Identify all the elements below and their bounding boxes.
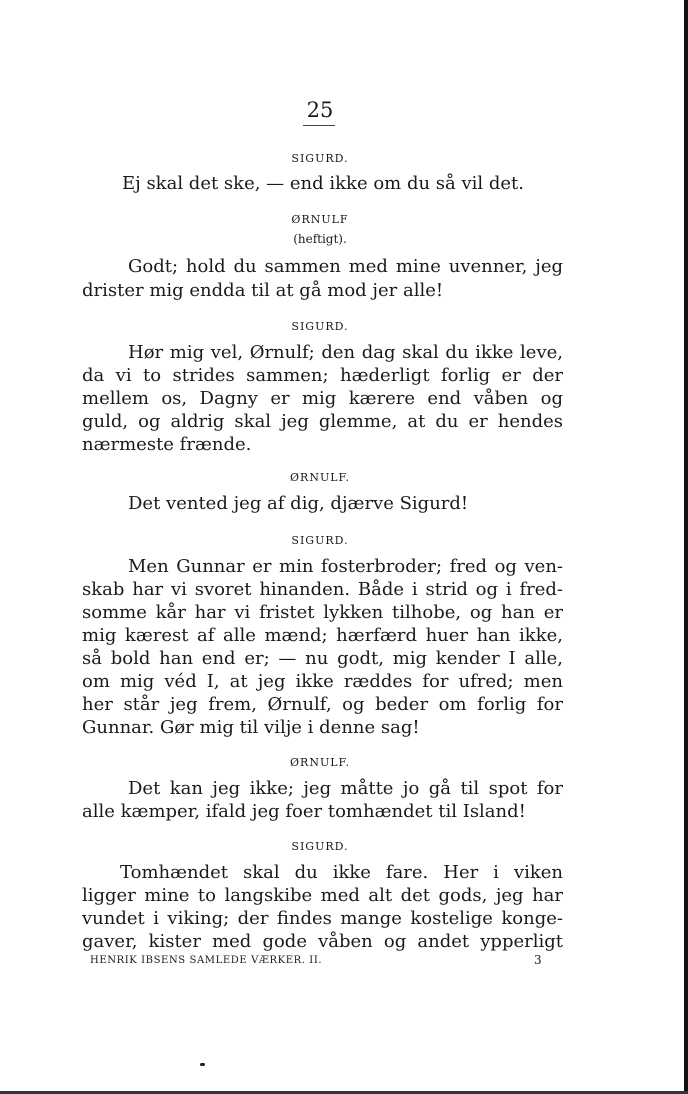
- page-edge-right: [684, 0, 688, 1094]
- dialogue-line: guld, og aldrig skal jeg glemme, at du er hendes: [82, 411, 563, 432]
- dialogue-line: Det kan jeg ikke; jeg måtte jo gå til spot for: [128, 778, 563, 799]
- dialogue-line: så bold han end er; — nu godt, mig kender I alle,: [82, 648, 563, 669]
- dialogue-line: nærmeste frænde.: [82, 434, 252, 455]
- dialogue-line: vundet i viking; der findes mange kostelige konge-: [82, 908, 563, 929]
- stage-direction: (heftigt).: [293, 232, 347, 246]
- dialogue-line: skab har vi svoret hinanden. Både i strid og i fred-: [82, 579, 563, 600]
- dialogue-line: Ej skal det ske, — end ikke om du så vil det.: [122, 173, 525, 194]
- dialogue-line: Tomhændet skal du ikke fare. Her i viken: [120, 862, 563, 883]
- dialogue-line: da vi to strides sammen; hæderligt forlig er der: [82, 365, 563, 386]
- ink-speck: [200, 1063, 205, 1066]
- dialogue-line: drister mig endda til at gå mod jer alle!: [82, 280, 444, 301]
- dialogue-line: Det vented jeg af dig, djærve Sigurd!: [128, 493, 469, 514]
- speaker-heading: SIGURD.: [291, 840, 349, 853]
- dialogue-line: Hør mig vel, Ørnulf; den dag skal du ikke leve,: [128, 342, 563, 363]
- signature-mark: 3: [534, 953, 542, 967]
- dialogue-line: mellem os, Dagny er mig kærere end våben og: [82, 388, 563, 409]
- dialogue-line: gaver, kister med gode våben og andet ypperligt: [82, 931, 563, 952]
- footer-title: HENRIK IBSENS SAMLEDE VÆRKER. II.: [90, 955, 323, 966]
- speaker-heading: ØRNULF: [291, 213, 349, 226]
- dialogue-line: mig kærest af alle mænd; hærfærd huer han ikke,: [82, 625, 563, 646]
- dialogue-line: om mig véd I, at jeg ikke ræddes for ufred; men: [82, 671, 563, 692]
- speaker-heading: SIGURD.: [291, 152, 349, 165]
- speaker-heading: SIGURD.: [291, 534, 349, 547]
- speaker-heading: ØRNULF.: [290, 471, 350, 484]
- page-number-rule: [303, 125, 335, 126]
- dialogue-line: her står jeg frem, Ørnulf, og beder om forlig for: [82, 694, 563, 715]
- dialogue-line: Godt; hold du sammen med mine uvenner, jeg: [128, 256, 563, 277]
- dialogue-line: ligger mine to langskibe med alt det gods, jeg har: [82, 885, 563, 906]
- dialogue-line: somme kår har vi fristet lykken tilhobe, og han er: [82, 602, 563, 623]
- speaker-heading: ØRNULF.: [290, 756, 350, 769]
- dialogue-line: Men Gunnar er min fosterbroder; fred og ven-: [128, 556, 563, 577]
- dialogue-line: alle kæmper, ifald jeg foer tomhændet til Island!: [82, 801, 526, 822]
- dialogue-line: Gunnar. Gør mig til vilje i denne sag!: [82, 717, 420, 738]
- speaker-heading: SIGURD.: [291, 320, 349, 333]
- page-number: 25: [306, 98, 334, 122]
